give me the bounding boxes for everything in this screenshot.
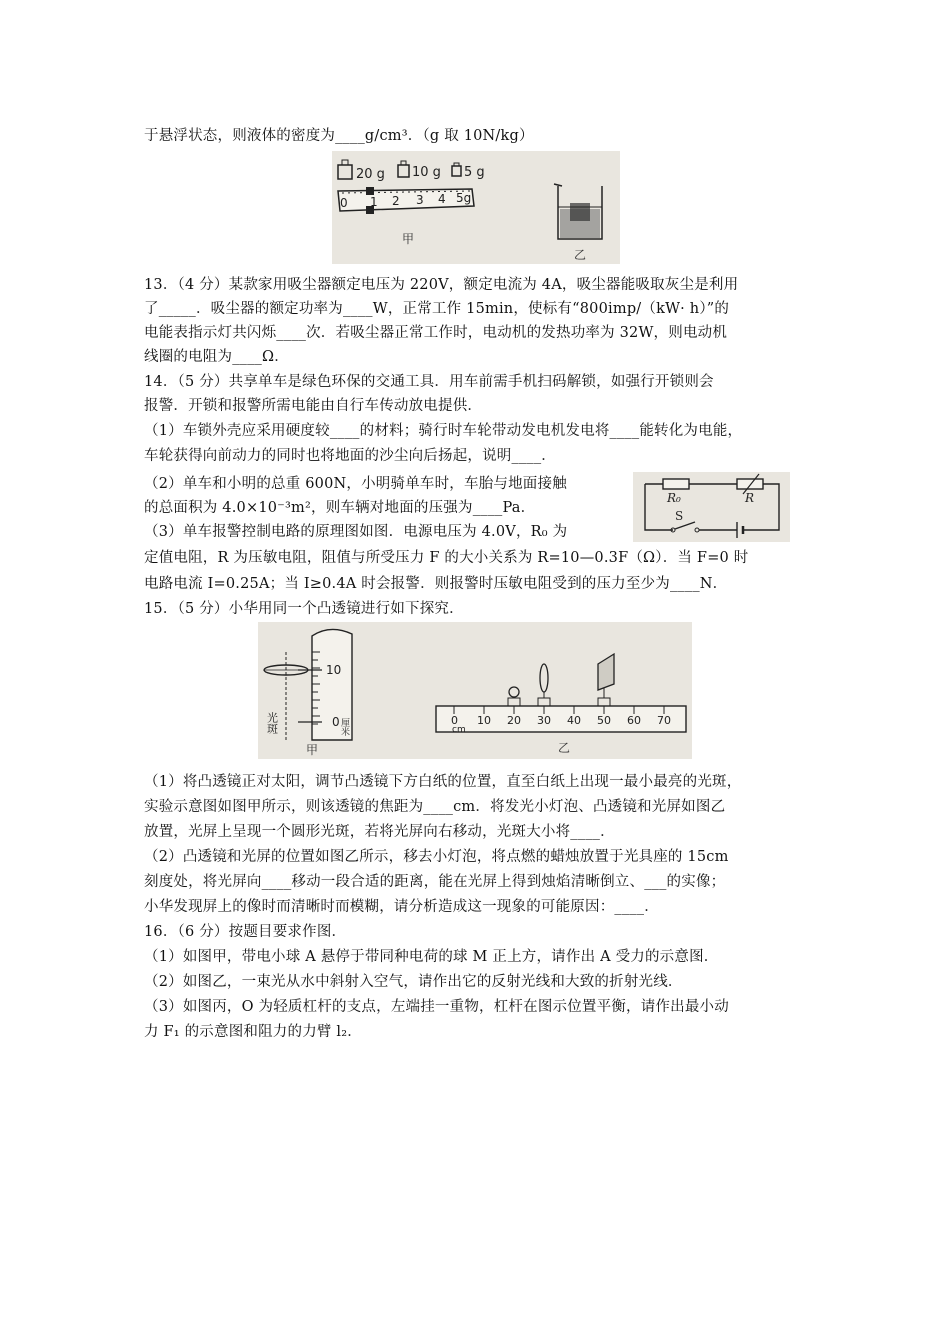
bench-tick-0: 0 — [451, 714, 458, 727]
text-line-q14-1: 14．（5 分）共享单车是绿色环保的交通工具．用车前需手机扫码解锁，如强行开锁则会 — [144, 374, 714, 390]
text-line-q15-7: 小华发现屏上的像时而清晰时而模糊，请分析造成这一现象的可能原因：____． — [144, 899, 659, 915]
bench-tick-20: 20 — [507, 714, 521, 727]
figure-label-jia: 甲 — [306, 743, 319, 757]
weight-10g-icon — [398, 161, 409, 177]
label-r0: R₀ — [667, 491, 681, 505]
weight-20g-label: 20 g — [356, 167, 385, 182]
bench-tick-70: 70 — [657, 714, 671, 727]
text-line-q15-4: 放置，光屏上呈现一个圆形光斑，若将光屏向右移动，光斑大小将____． — [144, 824, 615, 840]
battery-icon — [737, 522, 743, 538]
text-line-q14-4: 车轮获得向前动力的同时也将地面的沙尘向后扬起，说明____． — [144, 448, 556, 464]
text-line-q13-1: 13．（4 分）某款家用吸尘器额定电压为 220V，额定电流为 4A，吸尘器能吸取灰尘是利用 — [144, 277, 739, 293]
text-line-q14-3: （1）车锁外壳应采用硬度较____的材料；骑行时车轮带动发电机发电将____能转化为电能， — [144, 423, 743, 439]
text-line-q14-7: （3）单车报警控制电路的原理图如图．电源电压为 4.0V，R₀ 为 — [144, 524, 568, 540]
weight-5g-icon — [452, 163, 461, 176]
ruler-tick-2: 2 — [392, 194, 400, 208]
figure-label-yi: 乙 — [574, 248, 587, 262]
switch-s-icon — [671, 522, 699, 532]
text-line-q15-6: 刻度处，将光屏向____移动一段合适的距离，能在光屏上得到烛焰清晰倒立、___的实像； — [144, 874, 726, 890]
ruler-tick-3: 3 — [416, 193, 424, 207]
ruler-unit: 厘米 — [339, 718, 349, 736]
text-line-q16-3: （2）如图乙，一束光从水中斜射入空气，请作出它的反射光线和大致的折射光线． — [144, 974, 683, 990]
text-line-q15-2: （1）将凸透镜正对太阳，调节凸透镜下方白纸的位置，直至白纸上出现一最小最亮的光斑， — [144, 774, 742, 790]
text-line-q16-2: （1）如图甲，带电小球 A 悬停于带同种电荷的球 M 正上方，请作出 A 受力的示意图． — [144, 949, 719, 965]
light-spot-label: 光斑 — [265, 712, 279, 734]
text-line-q16-1: 16．（6 分）按题目要求作图． — [144, 924, 347, 940]
ruler-tick-4: 4 — [438, 192, 446, 206]
text-line-q14-6: 的总面积为 4.0×10⁻³m²，则车辆对地面的压强为____Pa． — [144, 500, 536, 516]
bench-tick-60: 60 — [627, 714, 641, 727]
bench-tick-10: 10 — [477, 714, 491, 727]
text-line-q15-5: （2）凸透镜和光屏的位置如图乙所示，移去小灯泡，将点燃的蜡烛放置于光具座的 15cm — [144, 849, 729, 865]
label-r: R — [745, 491, 755, 505]
ruler-tick-5: 5g — [456, 191, 472, 205]
ruler-mark-10: 10 — [326, 663, 342, 677]
text-line-q13-4: 线圈的电阻为____Ω． — [144, 349, 289, 365]
ruler-tick-0: 0 — [340, 196, 348, 210]
label-s: S — [675, 509, 684, 523]
weight-5g-label: 5 g — [464, 165, 485, 180]
text-line-q12-end: 于悬浮状态，则液体的密度为____g/cm³．（g 取 10N/kg） — [144, 128, 534, 144]
text-line-q14-2: 报警．开锁和报警所需电能由自行车传动放电提供． — [144, 398, 483, 414]
text-line-q15-3: 实验示意图如图甲所示，则该透镜的焦距为____cm．将发光小灯泡、凸透镜和光屏如图乙 — [144, 799, 726, 815]
text-line-q13-2: 了_____．吸尘器的额定功率为____W，正常工作 15min，使标有“800imp/（kW· h）”的 — [144, 301, 730, 317]
convex-lens-icon — [538, 664, 550, 706]
bulb-icon — [508, 687, 520, 706]
circuit-wires — [645, 484, 779, 530]
bench-tick-50: 50 — [597, 714, 611, 727]
text-line-q16-5: 力 F₁ 的示意图和阻力的力臂 l₂． — [144, 1024, 362, 1040]
weight-10g-label: 10 g — [412, 165, 441, 180]
figure-convex-lens — [258, 622, 692, 759]
bench-tick-40: 40 — [567, 714, 581, 727]
optical-bench — [436, 706, 686, 732]
text-line-q13-3: 电能表指示灯共闪烁____次．若吸尘器正常工作时，电动机的发热功率为 32W，则电动机 — [144, 325, 728, 341]
text-line-q14-8: 定值电阻，R 为压敏电阻，阻值与所受压力 F 的大小关系为 R=10—0.3F（Ω）．当 F=0 时 — [144, 550, 749, 566]
ruler-mark-0: 0 — [332, 715, 340, 729]
bench-tick-30: 30 — [537, 714, 551, 727]
figure-alarm-circuit — [633, 472, 790, 542]
bench-unit-cm: cm — [452, 725, 466, 735]
figure-label-yi: 乙 — [558, 741, 571, 755]
text-line-q15-1: 15．（5 分）小华用同一个凸透镜进行如下探究． — [144, 601, 464, 617]
varistor-r — [737, 479, 763, 489]
ruler-tick-1: 1 — [370, 195, 378, 209]
text-line-q14-5: （2）单车和小明的总重 600N，小明骑单车时，车胎与地面接触 — [144, 476, 567, 492]
balance-scale-ruler — [338, 187, 474, 214]
text-line-q16-4: （3）如图丙，O 为轻质杠杆的支点，左端挂一重物，杠杆在图示位置平衡，请作出最小动 — [144, 999, 729, 1015]
resistor-r0 — [663, 479, 689, 489]
figure-balance-beaker — [332, 151, 620, 264]
light-screen-icon — [598, 654, 614, 706]
beaker-icon — [554, 184, 602, 239]
figure-label-jia: 甲 — [402, 232, 415, 246]
text-line-q14-9: 电路电流 I=0.25A；当 I≥0.4A 时会报警．则报警时压敏电阻受到的压力至少为____N． — [144, 576, 728, 592]
weight-20g-icon — [338, 160, 352, 179]
